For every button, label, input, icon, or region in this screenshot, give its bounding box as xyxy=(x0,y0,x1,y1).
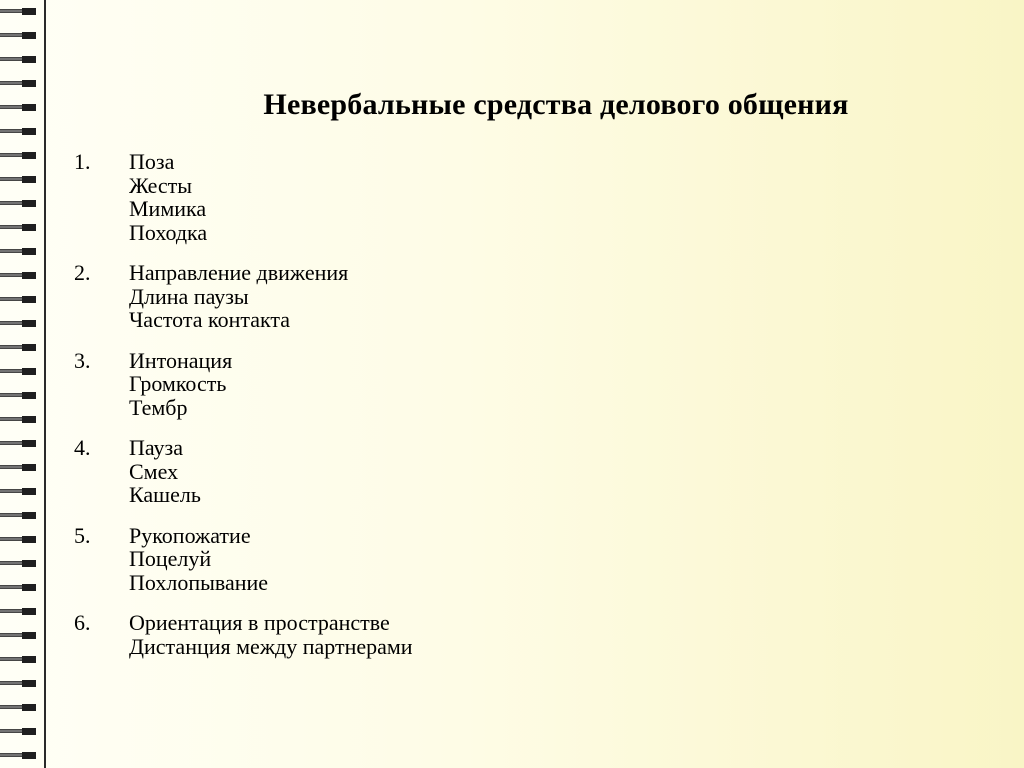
list-group xyxy=(74,349,413,420)
list-item: Мимика xyxy=(129,196,207,221)
binding-edge xyxy=(44,0,46,768)
spiral-binding xyxy=(0,0,48,768)
list-item: Ориентация в пространстве xyxy=(129,610,390,635)
list-item: Дистанция между партнерами xyxy=(129,633,413,659)
list-item: Тембр xyxy=(129,394,188,420)
list-item: Интонация xyxy=(129,347,233,373)
list-item: Кашель xyxy=(129,482,201,507)
list-group xyxy=(74,150,413,244)
list-item: Частота контакта xyxy=(129,307,291,332)
list-group xyxy=(74,436,413,507)
list-item: Длина паузы xyxy=(129,283,249,309)
list-item: Рукопожатие xyxy=(129,522,251,548)
list-item: Пауза xyxy=(129,435,183,460)
list-group xyxy=(74,524,413,595)
list-item: Направление движения xyxy=(129,260,349,285)
list-number: 3. xyxy=(74,347,91,373)
list-number: 2. xyxy=(74,260,91,285)
numbered-list xyxy=(74,150,413,675)
list-number: 6. xyxy=(74,610,91,635)
list-item: Смех xyxy=(129,458,179,484)
list-number: 1. xyxy=(74,149,91,174)
list-number: 4. xyxy=(74,435,91,460)
list-group xyxy=(74,261,413,332)
list-item: Поза xyxy=(129,149,175,174)
list-group xyxy=(74,611,413,658)
list-item: Походка xyxy=(129,219,208,245)
list-number: 5. xyxy=(74,522,91,548)
list-item: Жесты xyxy=(129,172,193,198)
list-item: Поцелуй xyxy=(129,546,212,571)
binding-holes xyxy=(22,4,36,764)
page-title: Невербальные средства делового общения xyxy=(263,88,849,121)
list-item: Громкость xyxy=(129,371,227,396)
list-item: Похлопывание xyxy=(129,569,269,595)
